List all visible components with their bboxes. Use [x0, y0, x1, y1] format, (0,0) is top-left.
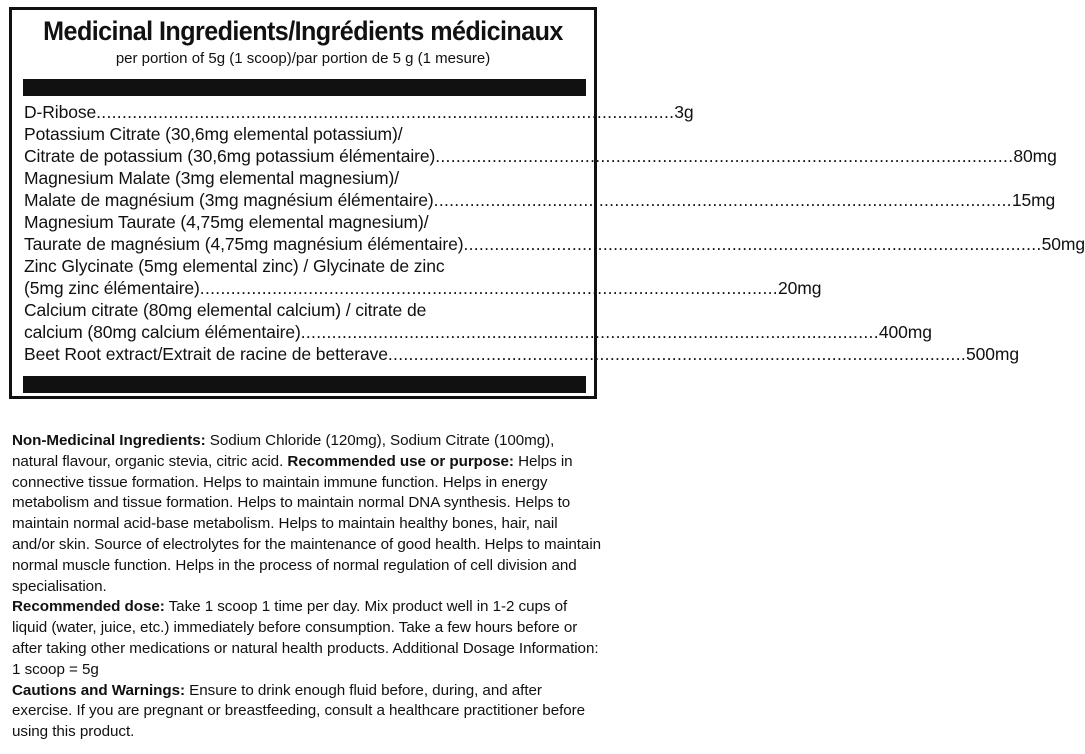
ingredient-row-line2	[24, 277, 822, 299]
panel-title: Medicinal Ingredients/Ingrédients médicinaux	[43, 16, 563, 46]
ingredient-row-line2	[24, 145, 1057, 167]
recommended-dose-text: Take 1 scoop 1 time per day. Mix product well in 1-2 cups of liquid (water, juice, etc.) immediately before consumption. Take a few hours before or after taking other medications or natural health products. Additional Dosage Information: 1 scoop = 5g	[12, 598, 599, 678]
leader-dots: ................................................................................................................	[300, 322, 879, 342]
recommended-use-text: Helps in connective tissue formation. Helps to maintain immune function. Helps in energy metabolism and tissue formation. Helps to maintain normal DNA synthesis. Helps to maintain normal acid-base metabolism. Helps to maintain healthy bones, hair, nail and/or skin. Source of electrolytes for the maintenance of good health. Helps to maintain normal muscle function. Helps in the process of normal regulation of cell division and specialisation.	[12, 452, 602, 595]
product-information	[12, 431, 604, 743]
ingredient-amount: 3g	[674, 102, 694, 122]
ingredient-amount: 80mg	[1013, 146, 1057, 166]
leader-dots: ................................................................................................................	[463, 234, 1042, 254]
ingredient-row-line1	[24, 299, 584, 321]
ingredient-row	[24, 101, 694, 123]
ingredient-amount: 50mg	[1041, 234, 1085, 254]
ingredient-name-cont: (5mg zinc élémentaire)	[24, 278, 200, 298]
ingredient-amount: 15mg	[1011, 190, 1056, 210]
ingredient-name: Potassium Citrate (30,6mg elemental potassium)/	[24, 124, 403, 144]
recommended-dose-label: Recommended dose:	[12, 598, 165, 616]
recommended-use-label: Recommended use or purpose:	[287, 452, 514, 470]
ingredient-row	[24, 343, 1020, 365]
ingredient-name: D-Ribose	[24, 102, 97, 122]
cautions-label: Cautions and Warnings:	[12, 681, 185, 699]
medicinal-ingredients-panel	[9, 7, 1085, 399]
ingredient-name-cont: Citrate de potassium (30,6mg potassium élémentaire)	[24, 146, 436, 166]
ingredient-name-cont: calcium (80mg calcium élémentaire)	[24, 322, 301, 342]
ingredient-row-line2	[24, 233, 1085, 255]
leader-dots: ................................................................................................................	[96, 102, 675, 122]
leader-dots: ................................................................................................................	[435, 146, 1014, 166]
dose-paragraph	[12, 597, 604, 680]
ingredient-name: Calcium citrate (80mg elemental calcium) / citrate de	[24, 300, 427, 320]
panel-subtitle: per portion of 5g (1 scoop)/par portion de 5 g (1 mesure)	[115, 50, 491, 67]
ingredient-amount: 20mg	[777, 278, 822, 298]
ingredient-row-line1	[24, 211, 584, 233]
bottom-divider	[23, 376, 586, 393]
nonmedicinal-label: Non-Medicinal Ingredients:	[12, 432, 206, 449]
ingredient-name: Magnesium Taurate (4,75mg elemental magnesium)/	[24, 212, 429, 232]
cautions-paragraph	[12, 681, 604, 743]
ingredient-row-line2	[24, 189, 1056, 211]
top-divider	[23, 79, 586, 96]
nonmedicinal-text: Sodium Chloride (120mg), Sodium Citrate (100mg), natural flavour, organic stevia, citric acid.	[12, 432, 555, 470]
ingredient-row-line1	[24, 123, 584, 145]
ingredient-amount: 500mg	[966, 344, 1020, 364]
ingredient-list	[24, 101, 1085, 365]
leader-dots: ................................................................................................................	[387, 344, 967, 364]
ingredient-name-cont: Taurate de magnésium (4,75mg magnésium élémentaire)	[24, 234, 464, 254]
info-paragraph	[12, 431, 604, 597]
leader-dots: ................................................................................................................	[433, 190, 1012, 210]
ingredient-row-line1	[24, 255, 584, 277]
ingredient-row-line1	[24, 167, 584, 189]
ingredient-name: Beet Root extract/Extrait de racine de betterave	[24, 344, 388, 364]
ingredient-row-line2	[24, 321, 932, 343]
ingredient-name: Magnesium Malate (3mg elemental magnesium)/	[24, 168, 400, 188]
leader-dots: ................................................................................................................	[199, 278, 778, 298]
cautions-text: Ensure to drink enough fluid before, during, and after exercise. If you are pregnant or breastfeeding, consult a healthcare practitioner before using this product.	[12, 681, 586, 741]
ingredient-name: Zinc Glycinate (5mg elemental zinc) / Glycinate de zinc	[24, 256, 445, 276]
ingredient-name-cont: Malate de magnésium (3mg magnésium élémentaire)	[24, 190, 434, 210]
ingredient-amount: 400mg	[878, 322, 932, 342]
